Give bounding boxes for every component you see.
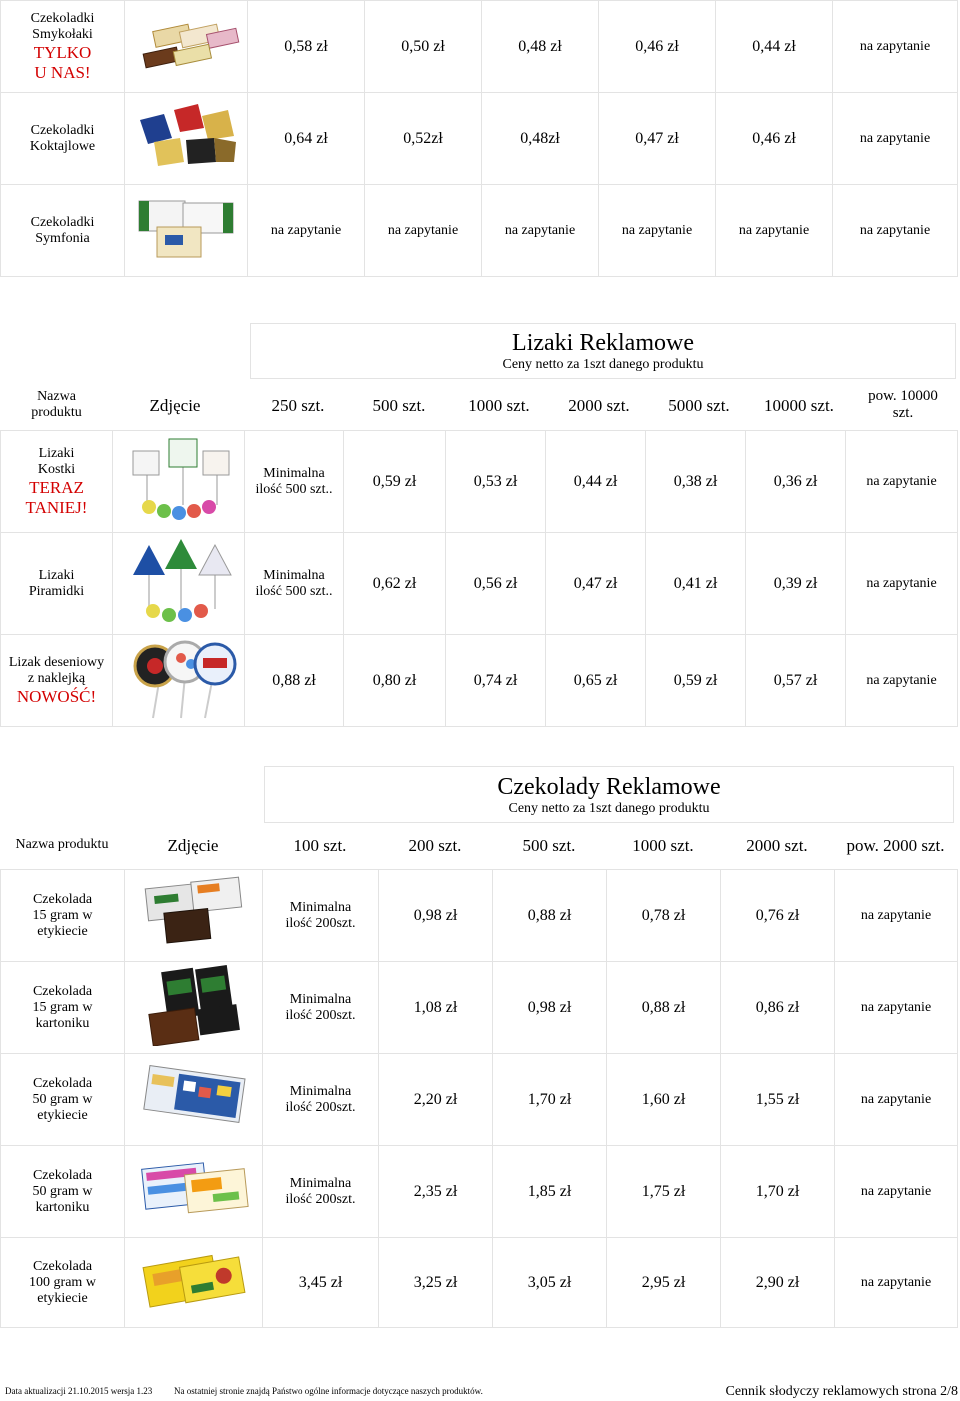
chocolate-50g-box-image — [136, 1154, 252, 1224]
product-photo — [113, 533, 245, 635]
min-line: ilość 200szt. — [285, 915, 356, 931]
price-cell: na zapytanie — [835, 1146, 958, 1238]
table-row — [1, 870, 958, 962]
price-cell: 0,36 zł — [746, 431, 846, 533]
section-subtitle: Ceny netto za 1szt danego produktu — [508, 800, 710, 816]
table-row — [1, 962, 958, 1054]
product-name-cell — [1, 431, 113, 533]
min-line: Minimalna — [263, 465, 325, 481]
product-photo — [125, 93, 248, 185]
table-row — [1, 533, 958, 635]
price-cell: na zapytanie — [365, 185, 482, 277]
product-name-cell — [1, 1238, 125, 1328]
price-cell: na zapytanie — [835, 1054, 958, 1146]
section-title: Lizaki Reklamowe — [512, 330, 694, 356]
price-cell: 0,48 zł — [482, 1, 599, 93]
promo-label: TANIEJ! — [25, 497, 88, 517]
price-cell: 0,41 zł — [646, 533, 746, 635]
column-header-photo — [113, 380, 247, 430]
product-name-cell — [1, 962, 125, 1054]
price-cell: 0,98 zł — [493, 962, 607, 1054]
page-footer — [0, 1384, 960, 1400]
cube-lollipops-image — [119, 433, 239, 525]
minimum-qty-cell — [263, 1054, 379, 1146]
price-cell: na zapytanie — [846, 533, 958, 635]
promo-label: TERAZ — [29, 477, 84, 497]
column-header-qty: 1000 szt. — [632, 835, 694, 855]
product-name-line: Czekolada — [32, 1167, 93, 1183]
column-header-qty: 200 szt. — [408, 835, 462, 855]
min-line: ilość 500 szt.. — [255, 481, 333, 497]
product-name-line: Piramidki — [28, 583, 85, 599]
price-cell: 1,85 zł — [493, 1146, 607, 1238]
minimum-qty-cell — [263, 870, 379, 962]
price-cell: 1,60 zł — [607, 1054, 721, 1146]
table-row — [1, 431, 958, 533]
price-cell: na zapytanie — [835, 870, 958, 962]
product-name-cell — [1, 870, 125, 962]
price-cell: 0,74 zł — [446, 635, 546, 727]
product-photo — [125, 870, 263, 962]
table-row — [1, 1054, 958, 1146]
price-cell: 0,88 zł — [493, 870, 607, 962]
lollipops-title-table — [250, 323, 956, 379]
product-photo — [125, 1054, 263, 1146]
column-header-qty: 5000 szt. — [668, 395, 730, 415]
price-cell: 1,55 zł — [721, 1054, 835, 1146]
price-cell: 0,65 zł — [546, 635, 646, 727]
product-name-cell — [1, 533, 113, 635]
product-name-line: kartoniku — [35, 1199, 90, 1215]
product-name-line: etykiecie — [37, 923, 88, 939]
price-cell: na zapytanie — [833, 93, 958, 185]
min-line: ilość 200szt. — [285, 1191, 356, 1207]
lollipops-header — [0, 380, 957, 430]
product-name-cell — [1, 93, 125, 185]
product-name-line: Smykołaki — [32, 26, 93, 42]
chocolates-title-table — [264, 766, 954, 823]
price-cell: 2,95 zł — [607, 1238, 721, 1328]
price-cell: na zapytanie — [833, 1, 958, 93]
chocolate-100g-label-image — [136, 1245, 252, 1315]
price-cell: 0,50 zł — [365, 1, 482, 93]
product-photo — [125, 1238, 263, 1328]
promo-label: NOWOŚĆ! — [16, 686, 97, 706]
price-cell: 0,76 zł — [721, 870, 835, 962]
price-cell: 3,45 zł — [263, 1238, 379, 1328]
section-title-cell — [265, 767, 954, 823]
price-cell: 2,20 zł — [379, 1054, 493, 1146]
price-cell: na zapytanie — [835, 962, 958, 1054]
footer-note: Na ostatniej stronie znajdą Państwo ogólne informacje dotyczące naszych produktów. — [174, 1386, 483, 1396]
min-line: Minimalna — [263, 567, 325, 583]
chocolate-100g-table — [0, 1237, 958, 1328]
price-cell: na zapytanie — [833, 185, 958, 277]
column-header-qty: 500 szt. — [522, 835, 576, 855]
sticker-lollipop-table — [0, 634, 958, 727]
product-name-line: Lizaki — [38, 445, 75, 461]
product-name-line: etykiecie — [37, 1290, 88, 1306]
table-row — [1, 1146, 958, 1238]
product-name-line: Czekoladki — [30, 122, 95, 138]
product-name-line: Czekolada — [32, 1075, 93, 1091]
product-name-line: Czekolada — [32, 891, 93, 907]
minimum-qty-cell — [245, 533, 344, 635]
price-cell: 0,80 zł — [344, 635, 446, 727]
product-name-line: z naklejką — [27, 670, 86, 686]
column-header-qty-last — [849, 380, 957, 430]
column-header-qty: 100 szt. — [293, 835, 347, 855]
product-name-cell — [1, 185, 125, 277]
promo-label: U NAS! — [34, 62, 91, 82]
price-cell: 3,25 zł — [379, 1238, 493, 1328]
header-line: szt. — [892, 405, 914, 421]
price-cell: 0,59 zł — [344, 431, 446, 533]
price-cell: 0,88 zł — [245, 635, 344, 727]
minimum-qty-cell — [263, 962, 379, 1054]
min-line: Minimalna — [289, 1175, 352, 1191]
price-cell: 0,39 zł — [746, 533, 846, 635]
product-photo — [125, 962, 263, 1054]
price-cell: 0,59 zł — [646, 635, 746, 727]
product-name-cell — [1, 1146, 125, 1238]
product-name-line: Czekolada — [32, 1258, 93, 1274]
price-cell: 0,44 zł — [716, 1, 833, 93]
price-cell: 2,90 zł — [721, 1238, 835, 1328]
price-cell: na zapytanie — [846, 431, 958, 533]
minimum-qty-cell — [245, 431, 344, 533]
price-cell: 0,38 zł — [646, 431, 746, 533]
price-cell: 0,47 zł — [546, 533, 646, 635]
table-row — [1, 1238, 958, 1328]
price-cell: 0,78 zł — [607, 870, 721, 962]
product-photo — [113, 635, 245, 727]
product-name-line: Lizak deseniowy — [8, 654, 105, 670]
price-cell: 1,70 zł — [493, 1054, 607, 1146]
min-line: Minimalna — [289, 1083, 352, 1099]
column-header-name: Nazwa produktu — [15, 837, 109, 852]
sticker-lollipops-image — [119, 636, 239, 720]
product-name-line: Czekolada — [32, 983, 93, 999]
price-cell: 0,56 zł — [446, 533, 546, 635]
min-line: ilość 200szt. — [285, 1007, 356, 1023]
price-cell: na zapytanie — [248, 185, 365, 277]
price-cell: na zapytanie — [482, 185, 599, 277]
product-photo — [125, 185, 248, 277]
product-name-line: 100 gram w — [29, 1274, 96, 1290]
product-name-line: Kostki — [37, 461, 76, 477]
column-header-qty: 250 szt. — [271, 395, 325, 415]
product-name-line: 15 gram w — [32, 907, 93, 923]
footer-update-date: Data aktualizacji 21.10.2015 wersja 1.23 — [5, 1386, 153, 1396]
column-header-name — [0, 380, 113, 430]
product-name-line: 50 gram w — [32, 1183, 93, 1199]
price-cell: 0,44 zł — [546, 431, 646, 533]
min-line: ilość 200szt. — [285, 1099, 356, 1115]
column-header-qty: 2000 szt. — [746, 835, 808, 855]
price-cell: 2,35 zł — [379, 1146, 493, 1238]
product-name-line: Lizaki — [38, 567, 75, 583]
table-row — [1, 1, 958, 93]
chocolate-15g-label-image — [136, 876, 252, 950]
chocolates-header — [0, 823, 957, 867]
product-name-line: Czekoladki — [30, 214, 95, 230]
chocolates-table — [0, 869, 958, 1238]
table-row — [1, 635, 958, 727]
lollipops-table — [0, 430, 958, 635]
price-cell: 0,62 zł — [344, 533, 446, 635]
price-cell: 1,08 zł — [379, 962, 493, 1054]
header-line: pow. 10000 — [868, 388, 938, 404]
product-photo — [125, 1, 248, 93]
price-cell: 0,52zł — [365, 93, 482, 185]
column-header-photo: Zdjęcie — [167, 835, 219, 855]
price-cell: na zapytanie — [846, 635, 958, 727]
chocolate-50g-label-image — [136, 1062, 252, 1132]
price-cell: 0,58 zł — [248, 1, 365, 93]
price-cell: 0,53 zł — [446, 431, 546, 533]
min-line: ilość 500 szt.. — [255, 583, 333, 599]
price-cell: 0,46 zł — [716, 93, 833, 185]
price-cell: 0,46 zł — [599, 1, 716, 93]
pyramid-lollipops-image — [119, 535, 239, 627]
mini-chocolates-image — [128, 9, 244, 79]
price-cell: 0,88 zł — [607, 962, 721, 1054]
price-cell: 0,98 zł — [379, 870, 493, 962]
footer-page-label: Cennik słodyczy reklamowych strona 2/8 — [725, 1384, 958, 1399]
symfonia-chocolates-image — [131, 193, 241, 263]
product-name-line: kartoniku — [35, 1015, 90, 1031]
column-header-qty: 10000 szt. — [764, 395, 834, 415]
price-cell: na zapytanie — [835, 1238, 958, 1328]
product-name-cell — [1, 635, 113, 727]
product-name-cell — [1, 1054, 125, 1146]
chocolate-15g-box-image — [136, 964, 252, 1046]
price-cell: na zapytanie — [599, 185, 716, 277]
product-name-line: etykiecie — [37, 1107, 88, 1123]
product-name-line: Czekoladki — [30, 10, 95, 26]
min-line: Minimalna — [289, 899, 352, 915]
price-cell: 3,05 zł — [493, 1238, 607, 1328]
price-cell: 0,57 zł — [746, 635, 846, 727]
table-row — [1, 93, 958, 185]
section-title-cell — [251, 324, 956, 379]
min-line: Minimalna — [289, 991, 352, 1007]
product-name-line: Symfonia — [35, 230, 90, 246]
product-photo — [113, 431, 245, 533]
table-row — [1, 185, 958, 277]
column-header-qty: 1000 szt. — [468, 395, 530, 415]
column-header-qty: 2000 szt. — [568, 395, 630, 415]
price-cell: 0,86 zł — [721, 962, 835, 1054]
product-name-line: 50 gram w — [32, 1091, 93, 1107]
product-name-cell — [1, 1, 125, 93]
header-line: produktu — [31, 405, 82, 420]
column-header-qty: pow. 2000 szt. — [846, 835, 945, 855]
cocktail-chocolates-image — [128, 98, 244, 174]
section-title: Czekolady Reklamowe — [497, 773, 721, 800]
column-header-qty: 500 szt. — [372, 395, 426, 415]
price-cell: 0,48zł — [482, 93, 599, 185]
chocolates-top-table — [0, 0, 958, 277]
product-name-line: 15 gram w — [32, 999, 93, 1015]
product-name-line: Koktajlowe — [29, 138, 96, 154]
section-subtitle: Ceny netto za 1szt danego produktu — [502, 357, 704, 372]
price-cell: 0,47 zł — [599, 93, 716, 185]
minimum-qty-cell — [263, 1146, 379, 1238]
price-cell: 0,64 zł — [248, 93, 365, 185]
price-cell: 1,75 zł — [607, 1146, 721, 1238]
header-label: Zdjęcie — [149, 395, 201, 415]
price-cell: na zapytanie — [716, 185, 833, 277]
price-cell: 1,70 zł — [721, 1146, 835, 1238]
promo-label: TYLKO — [33, 42, 92, 62]
header-line: Nazwa — [37, 389, 76, 404]
product-photo — [125, 1146, 263, 1238]
